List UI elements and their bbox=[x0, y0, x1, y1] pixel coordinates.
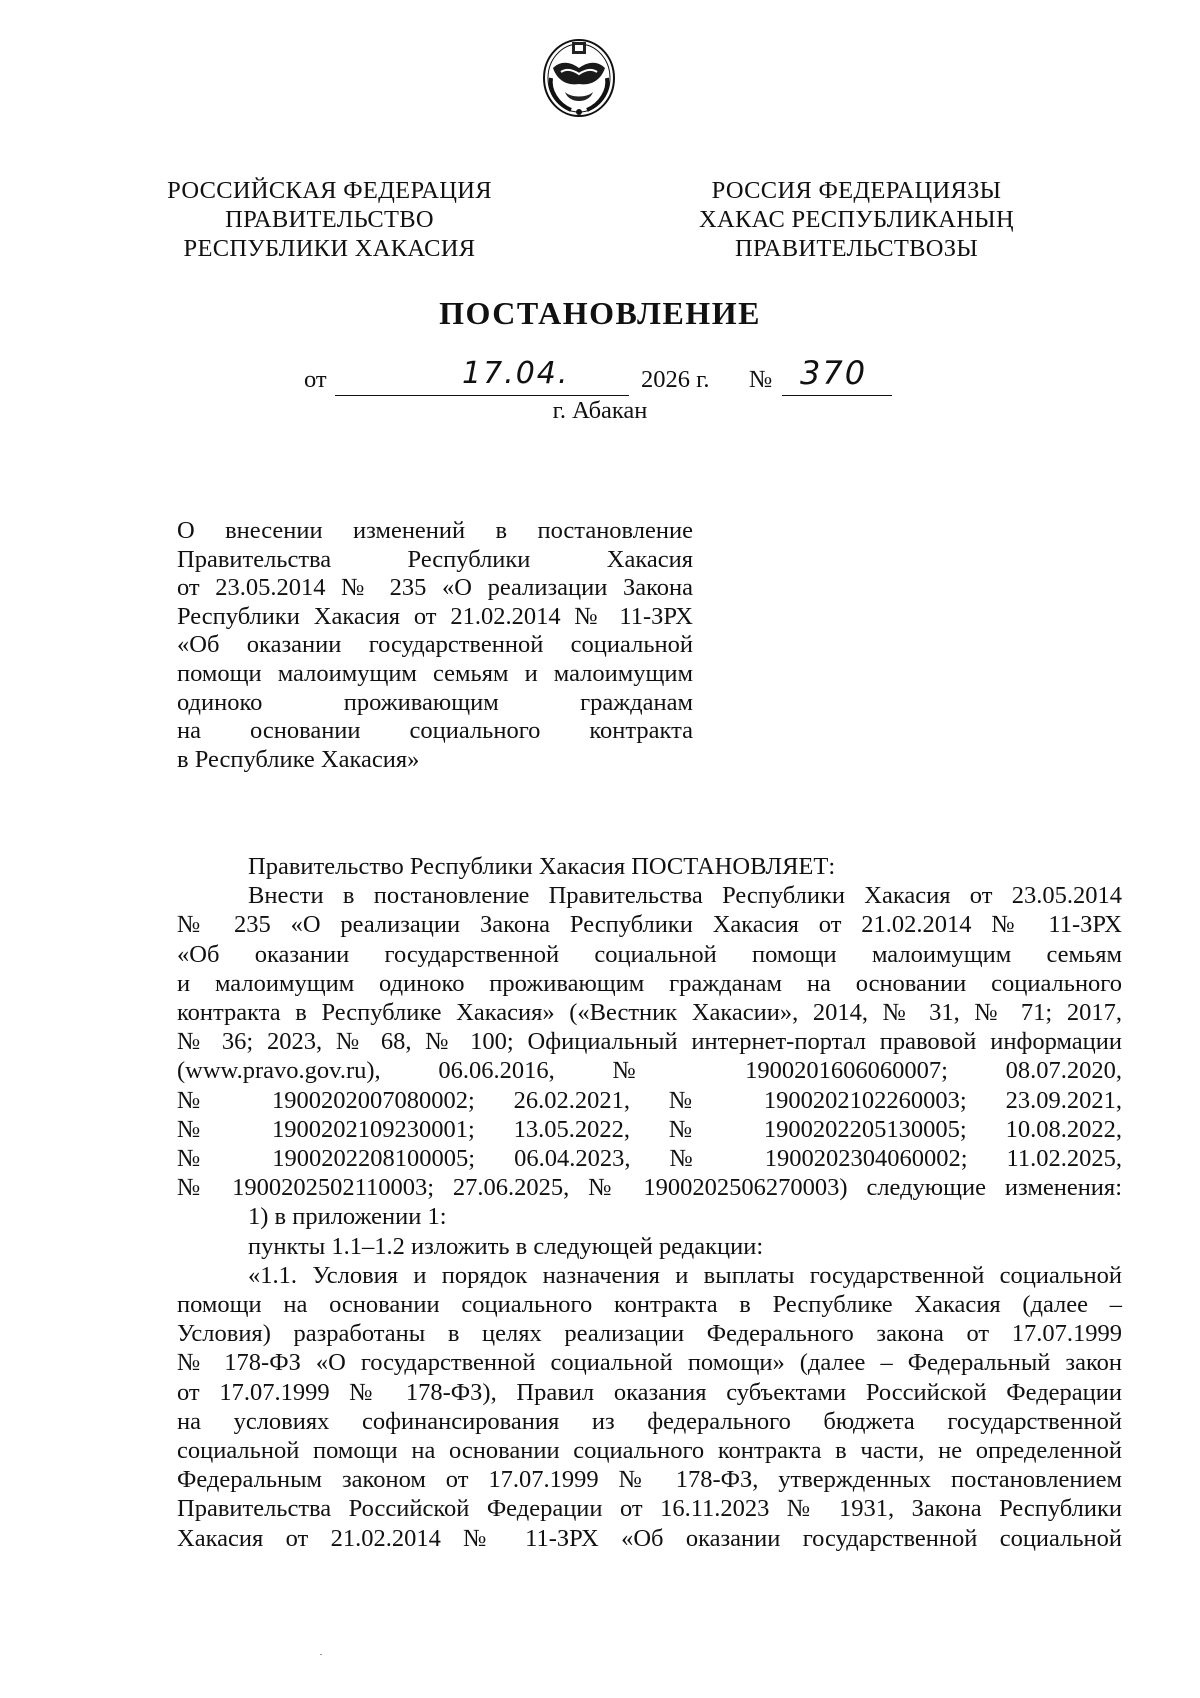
body-line: Условия) разработаны в целях реализации Федерального закона от 17.07.1999 bbox=[177, 1320, 1122, 1348]
subject-line: от 23.05.2014 № 235 «О реализации Закона bbox=[177, 574, 693, 602]
subject-line: «Об оказании государственной социальной bbox=[177, 631, 693, 659]
body-line: № 1900202109230001; 13.05.2022, № 1900202205130005; 10.08.2022, bbox=[177, 1115, 1122, 1143]
subject-line: Республики Хакасия от 21.02.2014 № 11-ЗРХ bbox=[177, 602, 693, 630]
body-line: № 1900202208100005; 06.04.2023, № 1900202304060002; 11.02.2025, bbox=[177, 1145, 1122, 1173]
document-body bbox=[177, 852, 1122, 1553]
body-line: на условиях софинансирования из федерального бюджета государственной bbox=[177, 1407, 1122, 1435]
body-line: социальной помощи на основании социального контракта в части, не определенной bbox=[177, 1437, 1122, 1465]
header-left-block bbox=[152, 176, 507, 263]
body-line: контракта в Республике Хакасия» («Вестник Хакасии», 2014, № 31, № 71; 2017, bbox=[177, 999, 1122, 1027]
number-underline bbox=[782, 395, 892, 396]
body-line: № 1900202007080002; 26.02.2021, № 1900202102260003; 23.09.2021, bbox=[177, 1086, 1122, 1114]
subject-line: одиноко проживающим гражданам bbox=[177, 688, 693, 716]
subject-line: помощи малоимущим семьям и малоимущим bbox=[177, 659, 693, 687]
subject-line: О внесении изменений в постановление bbox=[177, 517, 693, 544]
subject-line: в Республике Хакасия» bbox=[177, 745, 420, 773]
body-line: и малоимущим одиноко проживающим гражданам на основании социального bbox=[177, 969, 1122, 997]
coat-of-arms-emblem bbox=[541, 34, 617, 120]
body-line: пункты 1.1–1.2 изложить в следующей редакции: bbox=[248, 1232, 764, 1260]
header-right-line: ПРАВИТЕЛЬСТВОЗЫ bbox=[734, 235, 979, 262]
body-line: № 1900202502110003; 27.06.2025, № 1900202506270003) следующие изменения: bbox=[177, 1174, 1122, 1202]
header-right-block bbox=[690, 176, 1023, 263]
number-label: № bbox=[749, 366, 773, 393]
header-right-line: ХАКАС РЕСПУБЛИКАНЫҢ bbox=[699, 206, 1014, 233]
body-line: (www.pravo.gov.ru), 06.06.2016, № 1900201606060007; 08.07.2020, bbox=[177, 1057, 1122, 1085]
body-line: Хакасия от 21.02.2014 № 11-ЗРХ «Об оказании государственной социальной bbox=[177, 1524, 1122, 1552]
body-line: от 17.07.1999 № 178-ФЗ), Правил оказания субъектами Российской Федерации bbox=[177, 1378, 1122, 1406]
handwritten-date: 17.04. bbox=[462, 356, 570, 391]
date-underline bbox=[335, 395, 629, 396]
body-line: Внести в постановление Правительства Республики Хакасия от 23.05.2014 bbox=[248, 882, 1122, 910]
body-line: Федеральным законом от 17.07.1999 № 178-ФЗ, утвержденных постановлением bbox=[177, 1466, 1122, 1494]
document-type-title: ПОСТАНОВЛЕНИЕ bbox=[439, 295, 761, 331]
date-year: 2026 г. bbox=[641, 366, 710, 393]
body-line: № 36; 2023, № 68, № 100; Официальный интернет-портал правовой информации bbox=[177, 1028, 1122, 1056]
subject-line: Правительства Республики Хакасия bbox=[177, 545, 693, 573]
date-from-label: от bbox=[304, 366, 327, 393]
body-line: помощи на основании социального контракта в Республике Хакасия (далее – bbox=[177, 1291, 1122, 1319]
subject-block bbox=[177, 517, 693, 774]
handwritten-number: 370 bbox=[800, 354, 868, 392]
body-line: Правительство Республики Хакасия ПОСТАНОВЛЯЕТ: bbox=[248, 853, 836, 880]
header-left-line: ПРАВИТЕЛЬСТВО bbox=[225, 206, 434, 233]
subject-line: на основании социального контракта bbox=[177, 717, 693, 745]
city-label: г. Абакан bbox=[552, 397, 648, 424]
body-line: Правительства Российской Федерации от 16.11.2023 № 1931, Закона Республики bbox=[177, 1495, 1122, 1523]
header-right-line: РОССИЯ ФЕДЕРАЦИЯЗЫ bbox=[711, 177, 1002, 204]
body-line: № 178-ФЗ «О государственной социальной помощи» (далее – Федеральный закон bbox=[177, 1349, 1122, 1377]
header-left-line: РОССИЙСКАЯ ФЕДЕРАЦИЯ bbox=[167, 177, 492, 204]
body-line: № 235 «О реализации Закона Республики Хакасия от 21.02.2014 № 11-ЗРХ bbox=[177, 911, 1122, 939]
body-line: 1) в приложении 1: bbox=[248, 1203, 447, 1231]
scan-dot bbox=[320, 1654, 322, 1655]
header-left-line: РЕСПУБЛИКИ ХАКАСИЯ bbox=[183, 235, 476, 262]
body-line: «Об оказании государственной социальной помощи малоимущим семьям bbox=[177, 940, 1122, 968]
body-line: «1.1. Условия и порядок назначения и выплаты государственной социальной bbox=[248, 1261, 1122, 1289]
